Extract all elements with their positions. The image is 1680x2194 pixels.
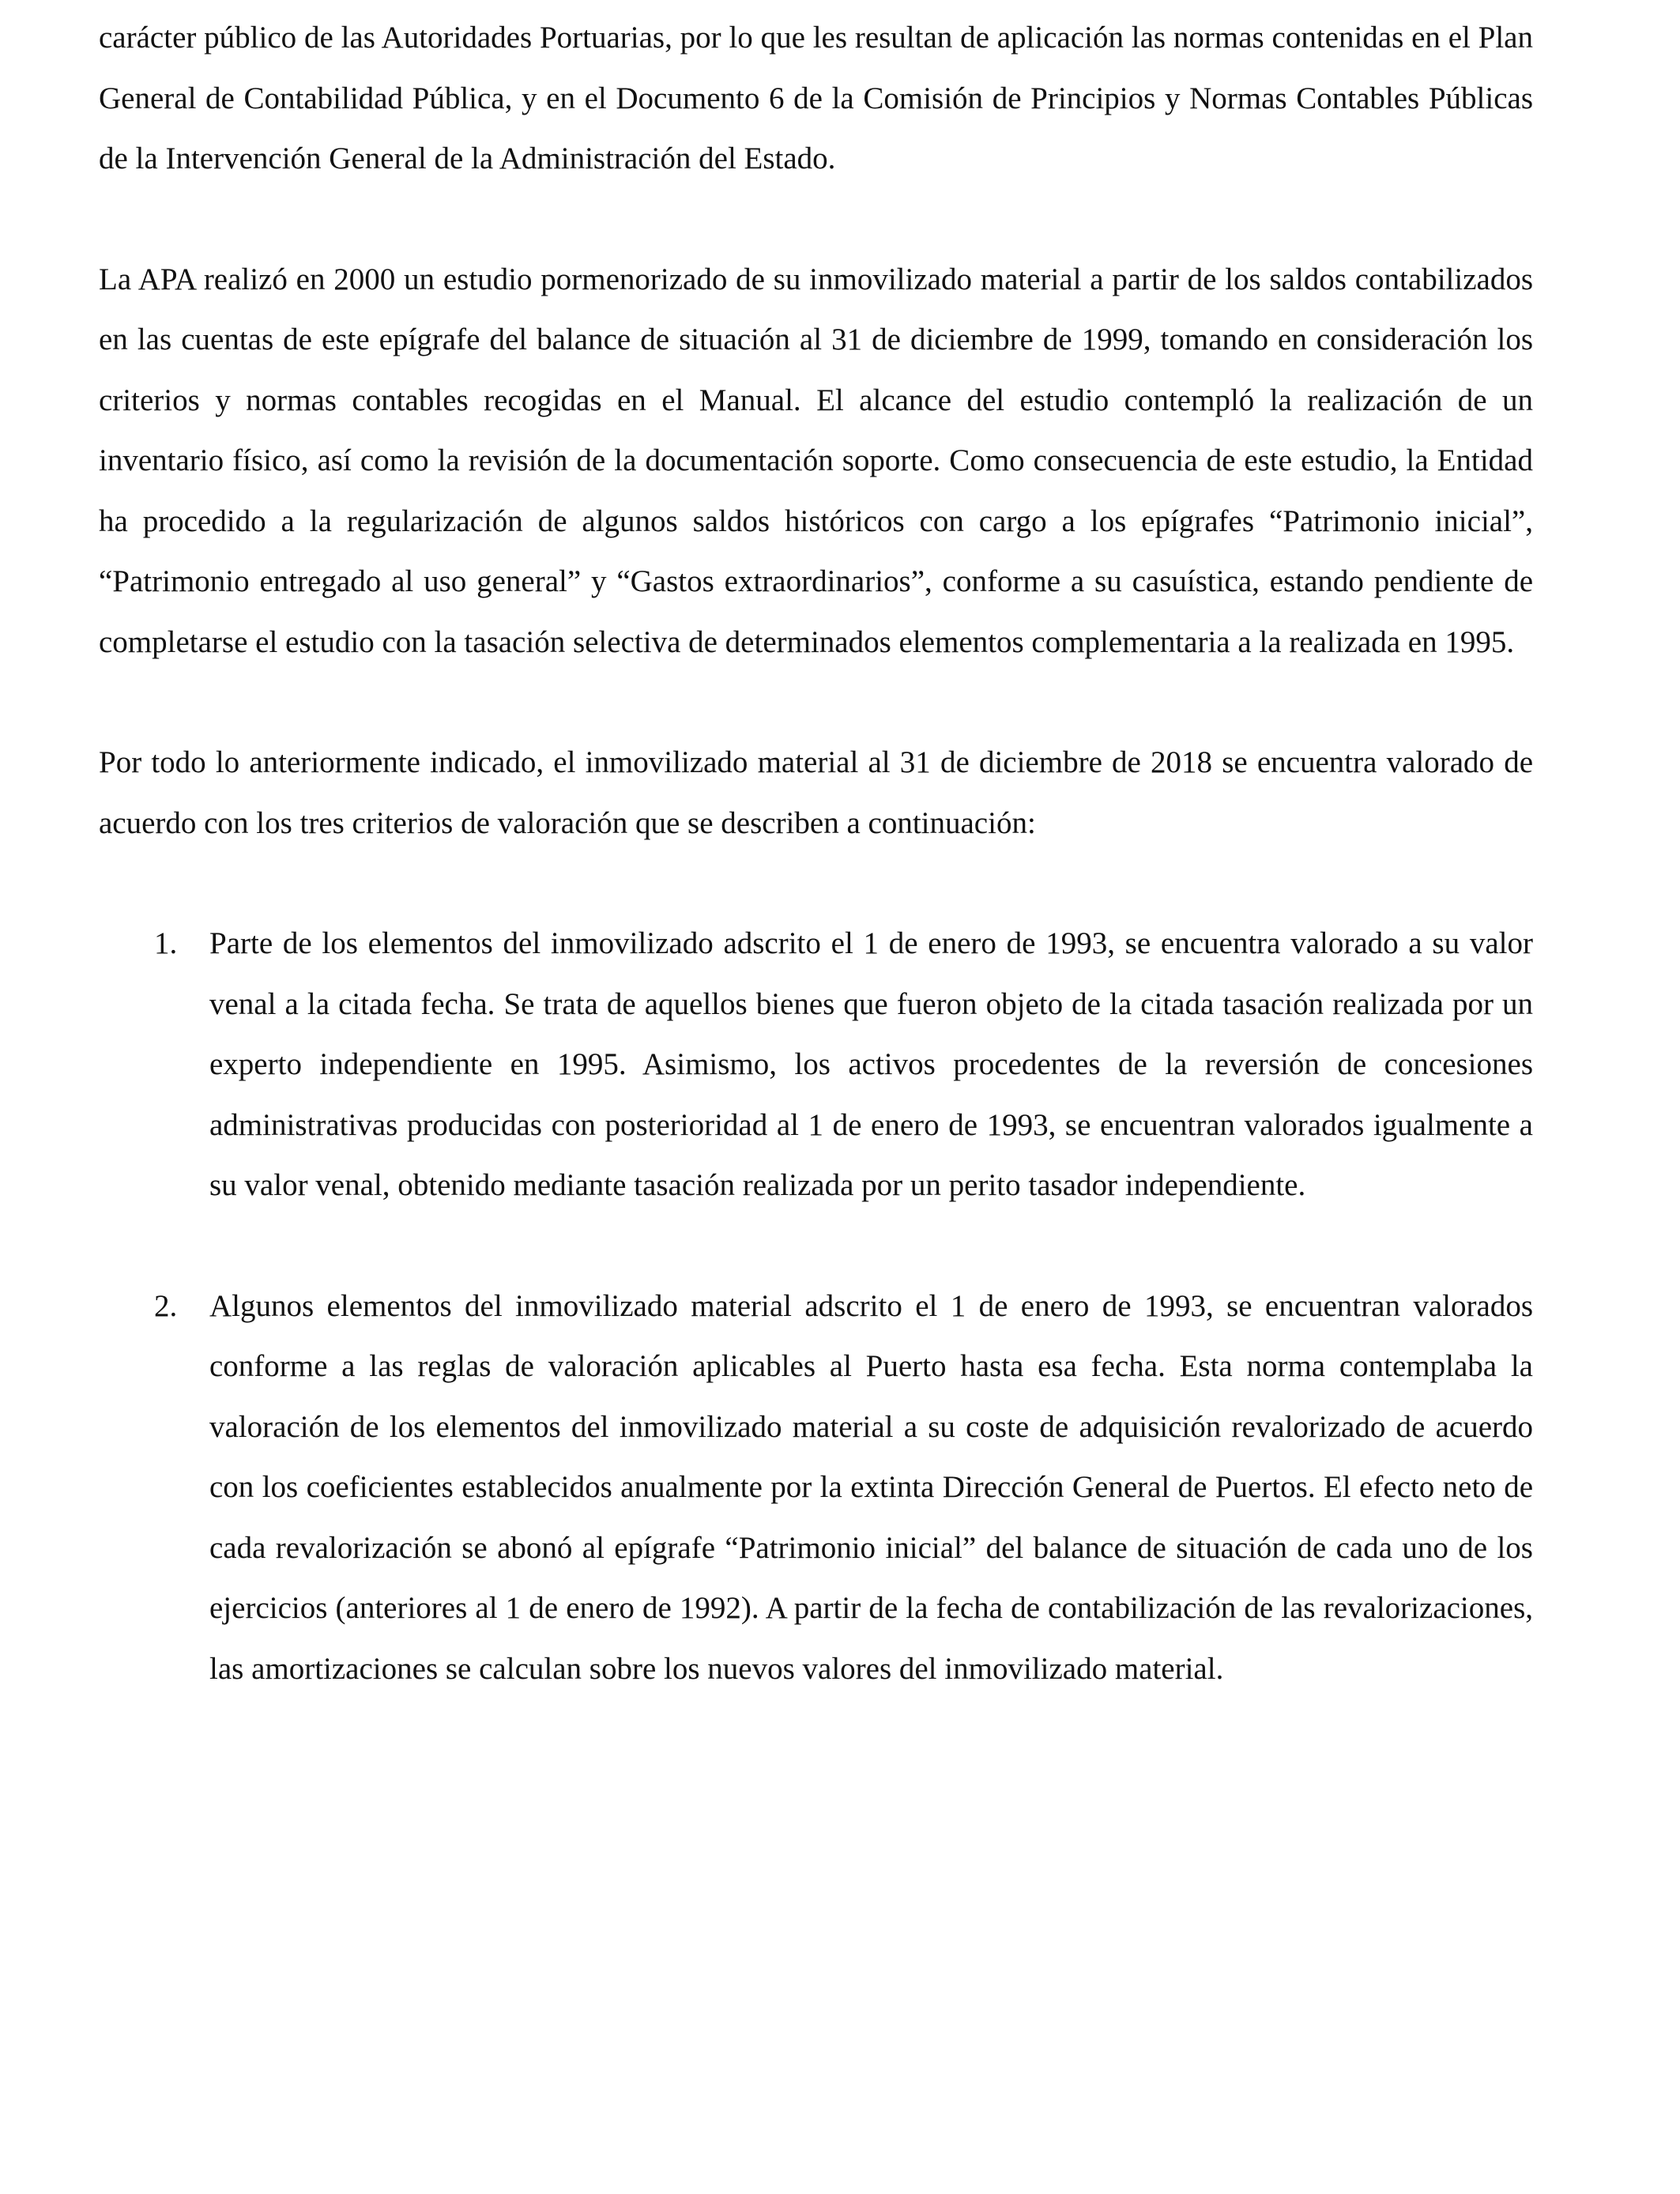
paragraph-accounting-framework: carácter público de las Autoridades Portuarias, por lo que les resultan de aplicación las normas contenidas en el Plan General de Contabilidad Pública, y en el Documento 6 de la Comisión de Principios y Normas Contables Públicas de la Intervención General de la Administración del Estado. bbox=[99, 21, 1533, 175]
list-item-criterion-1 bbox=[99, 914, 1533, 1216]
list-item-number: 2. bbox=[154, 1288, 178, 1323]
paragraph-spacer bbox=[99, 673, 1533, 733]
list-item-text: Algunos elementos del inmovilizado material adscrito el 1 de enero de 1993, se encuentran valorados conforme a las reglas de valoración aplicables al Puerto hasta esa fecha. Esta norma contemplaba la valoración de los elementos del inmovilizado material a su coste de adquisición revalorizado de acuerdo con los coeficientes establecidos anualmente por la extinta Dirección General de Puertos. El efecto neto de cada revalorización se abonó al epígrafe “Patrimonio inicial” del balance de situación de cada uno de los ejercicios (anteriores al 1 de enero de 1992). A partir de la fecha de contabilización de las revalorizaciones, las amortizaciones se calculan sobre los nuevos valores del inmovilizado material. bbox=[209, 1288, 1533, 1686]
list-item-criterion-2 bbox=[99, 1276, 1533, 1700]
list-item-number: 1. bbox=[154, 926, 178, 960]
list-item-text: Parte de los elementos del inmovilizado adscrito el 1 de enero de 1993, se encuentra valorado a su valor venal a la citada fecha. Se trata de aquellos bienes que fueron objeto de la citada tasación realizada por un experto independiente en 1995. Asimismo, los activos procedentes de la reversión de concesiones administrativas producidas con posterioridad al 1 de enero de 1993, se encuentran valorados igualmente a su valor venal, obtenido mediante tasación realizada por un perito tasador independiente. bbox=[209, 926, 1533, 1202]
document-body bbox=[99, 8, 1533, 1699]
paragraph-valuation-criteria-intro: Por todo lo anteriormente indicado, el inmovilizado material al 31 de diciembre de 2018 se encuentra valorado de acuerdo con los tres criterios de valoración que se describen a continuación: bbox=[99, 745, 1533, 840]
paragraph-fixed-assets-study: La APA realizó en 2000 un estudio pormenorizado de su inmovilizado material a partir de los saldos contabilizados en las cuentas de este epígrafe del balance de situación al 31 de diciembre de 1999, tomando en consideración los criterios y normas contables recogidas en el Manual. El alcance del estudio contempló la realización de un inventario físico, así como la revisión de la documentación soporte. Como consecuencia de este estudio, la Entidad ha procedido a la regularización de algunos saldos históricos con cargo a los epígrafes “Patrimonio inicial”, “Patrimonio entregado al uso general” y “Gastos extraordinarios”, conforme a su casuística, estando pendiente de completarse el estudio con la tasación selectiva de determinados elementos complementaria a la realizada en 1995. bbox=[99, 262, 1533, 659]
paragraph-spacer bbox=[99, 854, 1533, 914]
paragraph-spacer bbox=[99, 190, 1533, 250]
paragraph-spacer bbox=[99, 1216, 1533, 1276]
